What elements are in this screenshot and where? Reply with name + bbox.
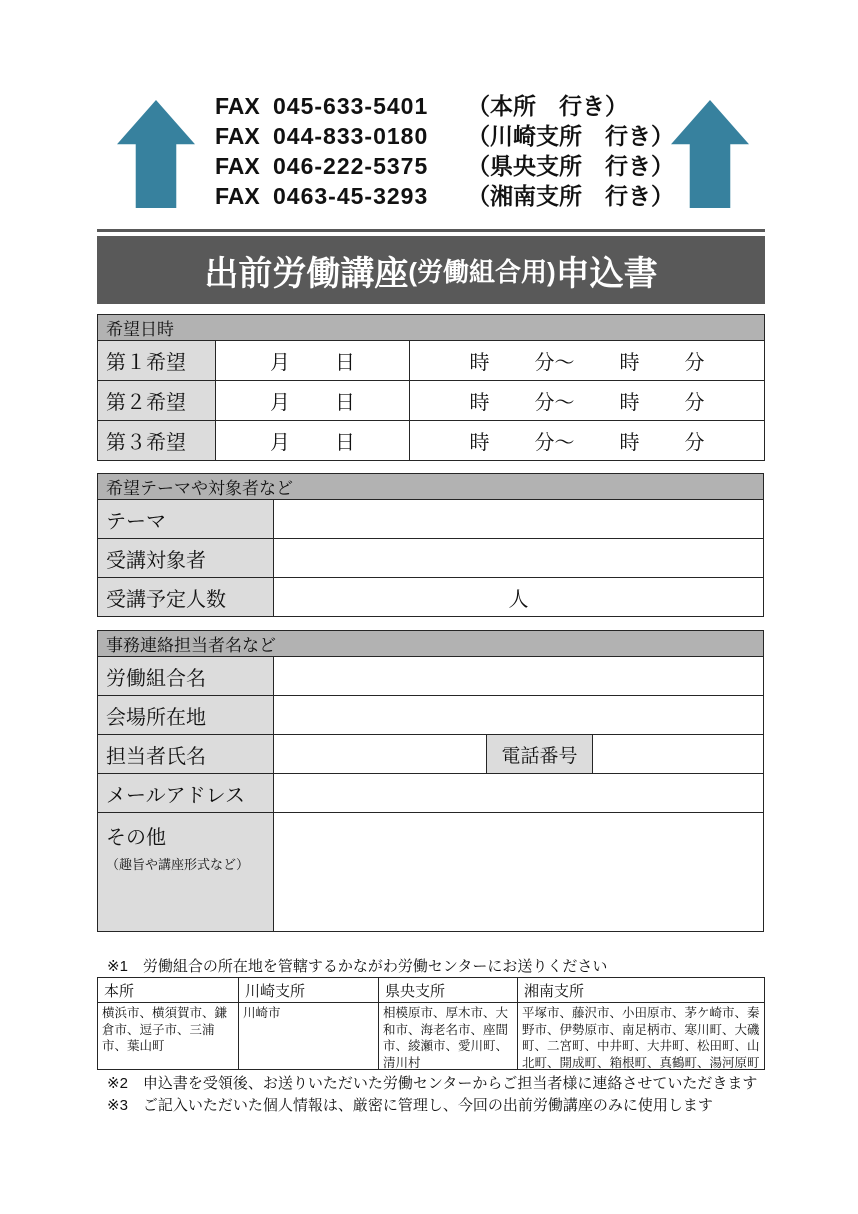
email-label: メールアドレス (98, 774, 273, 812)
choice1-label: 第１希望 (98, 341, 215, 380)
hour-unit: 時 (469, 432, 490, 454)
day-unit: 日 (335, 392, 355, 414)
hour-unit: 時 (469, 392, 490, 414)
choice1-time-cell (410, 341, 764, 380)
theme-input-cell (274, 500, 763, 538)
up-arrow-icon (671, 100, 749, 208)
attendees-label: 受講予定人数 (98, 578, 273, 616)
choice3-date-cell (216, 421, 409, 460)
fax-number-list (215, 91, 674, 211)
jurisdiction-header-shonan: 湘南支所 (518, 978, 764, 1002)
audience-input-cell (274, 539, 763, 577)
minute-unit: 分 (684, 432, 705, 454)
up-arrow-icon (117, 100, 195, 208)
fax-line-honjo (215, 91, 674, 121)
minute-unit: 分 (684, 352, 705, 374)
hour-unit: 時 (469, 352, 490, 374)
jurisdiction-table (97, 977, 765, 1070)
fax-destination: （湘南支所 行き） (467, 183, 674, 209)
contact-section (97, 630, 764, 932)
other-input-cell (274, 813, 763, 931)
union-name-input-cell (274, 657, 763, 695)
footnote-2: ※2 申込書を受領後、お送りいただいた労働センターからご担当者様に連絡させていただきます (107, 1075, 758, 1092)
fax-destination: （県央支所 行き） (467, 153, 674, 179)
jurisdiction-header-honjo: 本所 (98, 978, 238, 1002)
footnote-1: ※1 労働組合の所在地を管轄するかながわ労働センターにお送りください (107, 958, 608, 975)
fax-label: FAX (215, 93, 260, 119)
person-name-label: 担当者氏名 (98, 735, 273, 773)
form-title-main-left: 出前労働講座 (204, 254, 409, 293)
choice1-date-cell (216, 341, 409, 380)
month-unit: 月 (270, 352, 290, 374)
fax-line-kenou (215, 151, 674, 181)
form-title (97, 236, 765, 304)
jurisdiction-areas-honjo: 横浜市、横須賀市、鎌倉市、逗子市、三浦市、葉山町 (98, 1003, 238, 1069)
theme-section (97, 473, 764, 617)
jurisdiction-areas-shonan: 平塚市、藤沢市、小田原市、茅ケ崎市、秦野市、伊勢原市、南足柄市、寒川町、大磯町、二宮町、中井町、大井町、松田町、山北町、開成町、箱根町、真鶴町、湯河原町 (518, 1003, 764, 1069)
attendees-input-cell (274, 578, 763, 616)
person-name-input-cell (274, 735, 486, 773)
day-unit: 日 (335, 432, 355, 454)
title-top-rule (97, 229, 765, 232)
theme-section-header: 希望テーマや対象者など (98, 474, 763, 499)
minute-unit: 分 (684, 392, 705, 414)
choice3-label: 第３希望 (98, 421, 215, 460)
schedule-section (97, 314, 765, 461)
jurisdiction-header-kenou: 県央支所 (379, 978, 517, 1002)
hour-unit: 時 (619, 352, 640, 374)
hour-unit: 時 (619, 392, 640, 414)
theme-label: テーマ (98, 500, 273, 538)
hour-unit: 時 (619, 432, 640, 454)
fax-number: 044-833-0180 (273, 123, 429, 149)
choice2-date-cell (216, 381, 409, 420)
other-label-main: その他 (106, 827, 166, 849)
fax-line-kawasaki (215, 121, 674, 151)
choice2-label: 第２希望 (98, 381, 215, 420)
other-label-sub: （趣旨や講座形式など） (106, 857, 250, 872)
footnote-3: ※3 ご記入いただいた個人情報は、厳密に管理し、今回の出前労働講座のみに使用します (107, 1097, 713, 1114)
phone-label: 電話番号 (487, 735, 592, 773)
jurisdiction-areas-kenou: 相模原市、厚木市、大和市、海老名市、座間市、綾瀬市、愛川町、清川村 (379, 1003, 517, 1069)
phone-input-cell (593, 735, 763, 773)
fax-destination: （川崎支所 行き） (467, 123, 674, 149)
fax-destination: （本所 行き） (467, 93, 628, 119)
audience-label: 受講対象者 (98, 539, 273, 577)
jurisdiction-header-kawasaki: 川崎支所 (239, 978, 378, 1002)
minute-unit: 分～ (534, 432, 575, 454)
month-unit: 月 (270, 392, 290, 414)
attendees-unit: 人 (508, 588, 529, 611)
contact-section-header: 事務連絡担当者名など (98, 631, 763, 656)
form-title-sub: (労働組合用) (408, 256, 556, 287)
day-unit: 日 (335, 352, 355, 374)
month-unit: 月 (270, 432, 290, 454)
choice2-time-cell (410, 381, 764, 420)
venue-input-cell (274, 696, 763, 734)
fax-label: FAX (215, 153, 260, 179)
schedule-section-header: 希望日時 (98, 315, 764, 340)
fax-label: FAX (215, 183, 260, 209)
fax-number: 046-222-5375 (273, 153, 429, 179)
minute-unit: 分～ (534, 352, 575, 374)
fax-label: FAX (215, 123, 260, 149)
jurisdiction-areas-kawasaki: 川崎市 (239, 1003, 378, 1069)
venue-label: 会場所在地 (98, 696, 273, 734)
fax-line-shonan (215, 181, 674, 211)
choice3-time-cell (410, 421, 764, 460)
union-name-label: 労働組合名 (98, 657, 273, 695)
form-title-main-right: 申込書 (555, 254, 658, 293)
minute-unit: 分～ (534, 392, 575, 414)
email-input-cell (274, 774, 763, 812)
other-label (98, 813, 273, 931)
fax-number: 0463-45-3293 (273, 183, 429, 209)
fax-number: 045-633-5401 (273, 93, 429, 119)
